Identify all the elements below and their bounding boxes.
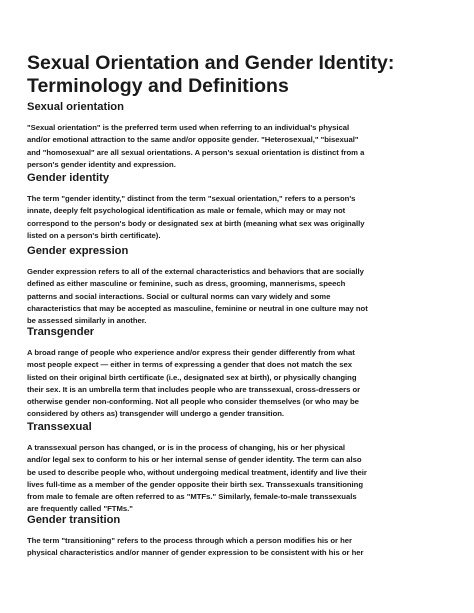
section-paragraph: A transsexual person has changed, or is in the process of changing, his or her physical and/or legal sex to conform to his or her internal sense of gender identity. The term can also be used to describe people who, without undergoing medical treatment, identify and live their lives full-time as a member of the gender opposite their birth sex. Transsexuals transitioning from male to female are often referred to as "MTFs." Similarly, female-to-male transsexuals are frequently called "FTMs." [27, 443, 367, 514]
section-transgender [27, 326, 452, 421]
section-sexual-orientation [27, 101, 452, 171]
section-gender-identity [27, 172, 452, 242]
page-title: Sexual Orientation and Gender Identity: Terminology and Definitions [27, 52, 395, 97]
section-paragraph: "Sexual orientation" is the preferred term used when referring to an individual's physical and/or emotional attraction to the same and/or opposite gender. "Heterosexual," "bisexual" and "homosexual" are all sexual orientations. A person's sexual orientation is distinct from a person's gender identity and expression. [27, 123, 365, 169]
section-paragraph: Gender expression refers to all of the external characteristics and behaviors that are socially defined as either masculine or feminine, such as dress, grooming, mannerisms, speech patterns and social interactions. Social or cultural norms can vary widely and some characteristics that may be accepted as masculine, feminine or neutral in one culture may not be assessed similarly in another. [27, 267, 368, 326]
section-heading: Gender expression [27, 245, 129, 257]
section-gender-expression [27, 245, 452, 327]
section-paragraph: A broad range of people who experience and/or express their gender differently from what most people expect — either in terms of expressing a gender that does not match the sex listed on their original birth certificate (i.e., designated sex at birth), or physically changing their sex. It is an umbrella term that includes people who are transsexual, cross-dressers or otherwise gender non-conforming. Not all people who consider themselves (or who may be considered by others as) transgender will undergo a gender transition. [27, 348, 361, 419]
section-heading: Sexual orientation [27, 101, 124, 113]
section-heading: Transgender [27, 326, 95, 338]
section-heading: Gender identity [27, 172, 110, 184]
section-transsexual [27, 421, 452, 516]
section-heading: Gender transition [27, 514, 121, 526]
section-paragraph: The term "transitioning" refers to the process through which a person modifies his or her physical characteristics and/or manner of gender expression to be consistent with his or her [27, 536, 364, 558]
section-gender-transition [27, 514, 452, 560]
section-heading: Transsexual [27, 421, 92, 433]
section-paragraph: The term "gender identity," distinct from the term "sexual orientation," refers to a person's innate, deeply felt psychological identification as male or female, which may or may not correspond to the person's body or designated sex at birth (meaning what sex was originally listed on a person's birth certificate). [27, 194, 365, 240]
